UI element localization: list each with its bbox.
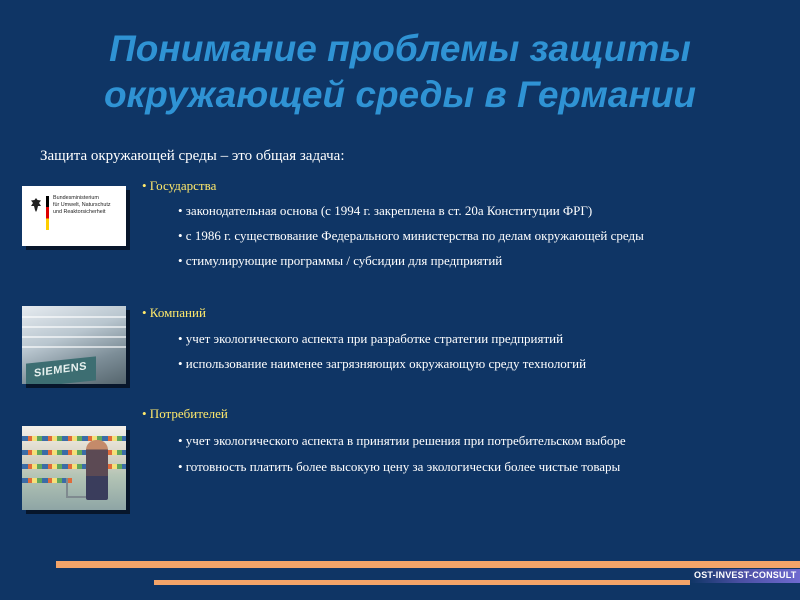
store-shelf [22, 478, 72, 483]
footer-accent-bar [56, 561, 800, 568]
ministry-logo-text [53, 195, 123, 216]
store-shelf [22, 464, 126, 469]
slide-title [0, 26, 800, 118]
building-window-row [22, 336, 126, 338]
store-shelf [22, 436, 126, 441]
ministry-logo-line: für Umwelt, Naturschutz [53, 202, 111, 208]
bullet-item: • учет экологического аспекта при разработке стратегии предприятий [178, 331, 564, 346]
shopper-figure [86, 440, 108, 500]
group-heading-state: • Государства [142, 178, 217, 193]
bullet-item: • с 1986 г. существование Федерального министерства по делам окружающей среды [178, 228, 644, 243]
ministry-logo-line: Bundesministerium [53, 195, 99, 201]
bullet-item: • учет экологического аспекта в принятии решения при потребительском выборе [178, 433, 626, 448]
group-heading-companies: • Компаний [142, 305, 206, 320]
store-shelf [22, 450, 126, 455]
slide-title-line-1: Понимание проблемы защиты [109, 28, 691, 69]
bullet-item: • стимулирующие программы / субсидии для предприятий [178, 253, 503, 268]
german-eagle-icon [30, 198, 42, 212]
building-window-row [22, 346, 126, 348]
bullet-item: • использование наименее загрязняющих окружающую среду технологий [178, 356, 587, 371]
ministry-logo-line: und Reaktorsicherheit [53, 209, 106, 215]
footer-brand-text: OST-INVEST-CONSULT [694, 570, 797, 580]
footer-accent-bar [154, 580, 690, 585]
building-sign-text: SIEMENS [34, 360, 88, 380]
building-window-row [22, 316, 126, 318]
group-heading-consumers: • Потребителей [142, 406, 228, 421]
supermarket-image [22, 426, 126, 510]
slide-title-line-2: окружающей среды в Германии [103, 74, 697, 115]
intro-text: Защита окружающей среды – это общая задача: [40, 148, 345, 164]
bullet-item: • законодательная основа (с 1994 г. закреплена в ст. 20а Конституции ФРГ) [178, 203, 593, 218]
siemens-building-image [22, 306, 126, 384]
ministry-logo-image [22, 186, 126, 246]
building-window-row [22, 326, 126, 328]
german-flag-stripe [46, 196, 49, 230]
bullet-item: • готовность платить более высокую цену за экологически более чистые товары [178, 459, 621, 474]
